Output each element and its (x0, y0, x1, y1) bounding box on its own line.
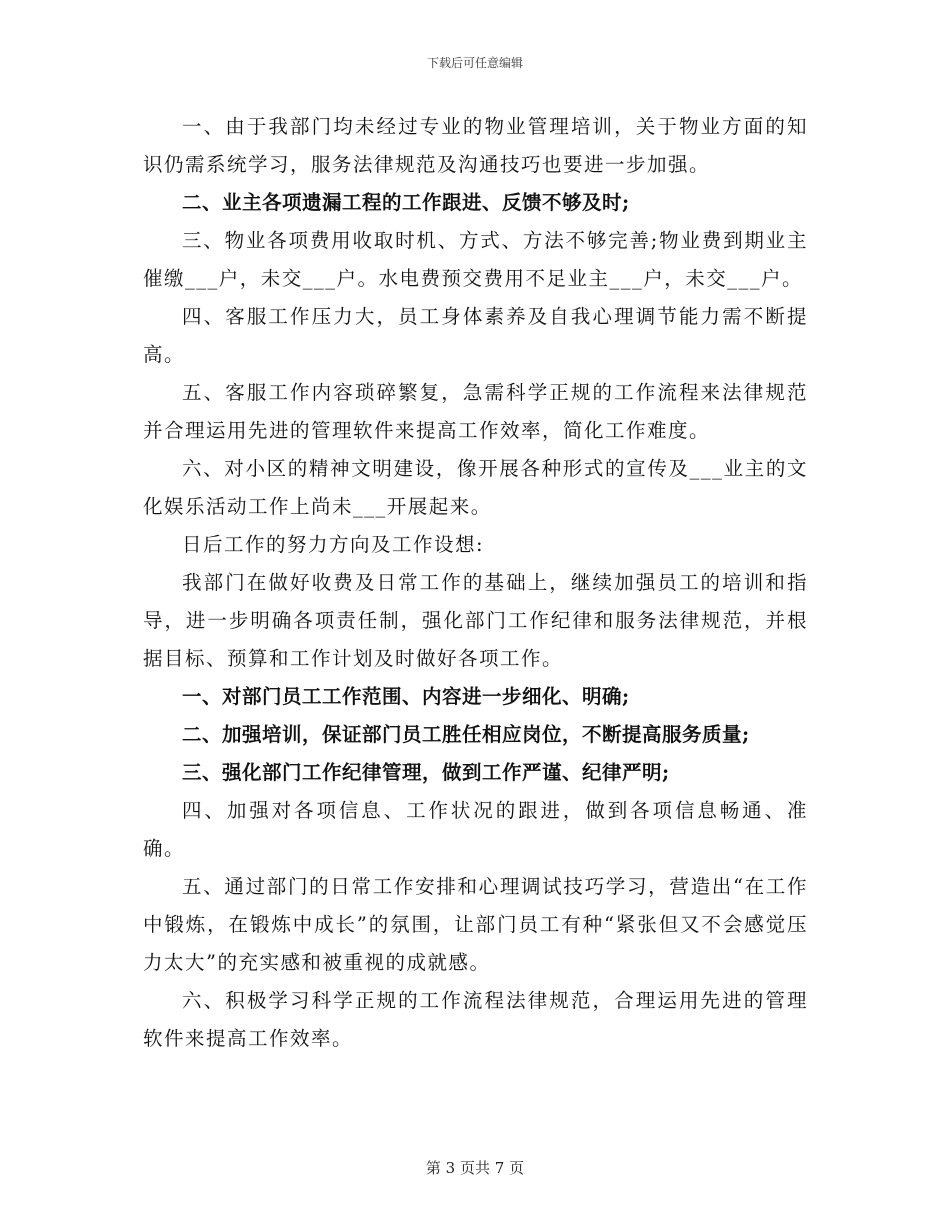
paragraph-intro: 我部门在做好收费及日常工作的基础上，继续加强员工的培训和指导，进一步明确各项责任制，强化部门工作纪律和服务法律规范，并根据目标、预算和工作计划及时做好各项工作。 (143, 571, 808, 670)
plan-item-5: 五、通过部门的日常工作安排和心理调试技巧学习，营造出“在工作中锻炼，在锻炼中成长”的氛围，让部门员工有种“紧张但又不会感觉压力太大”的充实感和被重视的成就感。 (143, 875, 808, 974)
paragraph-3: 三、物业各项费用收取时机、方式、方法不够完善;物业费到期业主催缴___户，未交___户。水电费预交费用不足业主___户，未交___户。 (143, 229, 808, 290)
paragraph-4: 四、客服工作压力大，员工身体素养及自我心理调节能力需不断提高。 (143, 305, 808, 366)
page-footer: 第 3 页共 7 页 (425, 1159, 525, 1177)
document-body (143, 108, 808, 1058)
paragraph-1: 一、由于我部门均未经过专业的物业管理培训，关于物业方面的知识仍需系统学习，服务法律规范及沟通技巧也要进一步加强。 (143, 115, 808, 176)
paragraph-5: 五、客服工作内容琐碎繁复，急需科学正规的工作流程来法律规范并合理运用先进的管理软件来提高工作效率，简化工作难度。 (143, 381, 808, 442)
plan-item-6: 六、积极学习科学正规的工作流程法律规范，合理运用先进的管理软件来提高工作效率。 (143, 989, 808, 1050)
section-heading: 日后工作的努力方向及工作设想: (182, 533, 485, 556)
page-header: 下载后可任意编辑 (426, 56, 523, 70)
plan-item-1: 一、对部门员工工作范围、内容进一步细化、明确; (182, 685, 630, 708)
plan-item-4: 四、加强对各项信息、工作状况的跟进，做到各项信息畅通、准确。 (143, 799, 808, 860)
paragraph-6: 六、对小区的精神文明建设，像开展各种形式的宣传及___业主的文化娱乐活动工作上尚未___开展起来。 (143, 457, 808, 518)
plan-item-2: 二、加强培训，保证部门员工胜任相应岗位，不断提高服务质量; (182, 723, 750, 746)
plan-item-3: 三、强化部门工作纪律管理，做到工作严谨、纪律严明; (182, 761, 670, 784)
paragraph-2-bold: 二、业主各项遗漏工程的工作跟进、反馈不够及时; (182, 191, 630, 214)
